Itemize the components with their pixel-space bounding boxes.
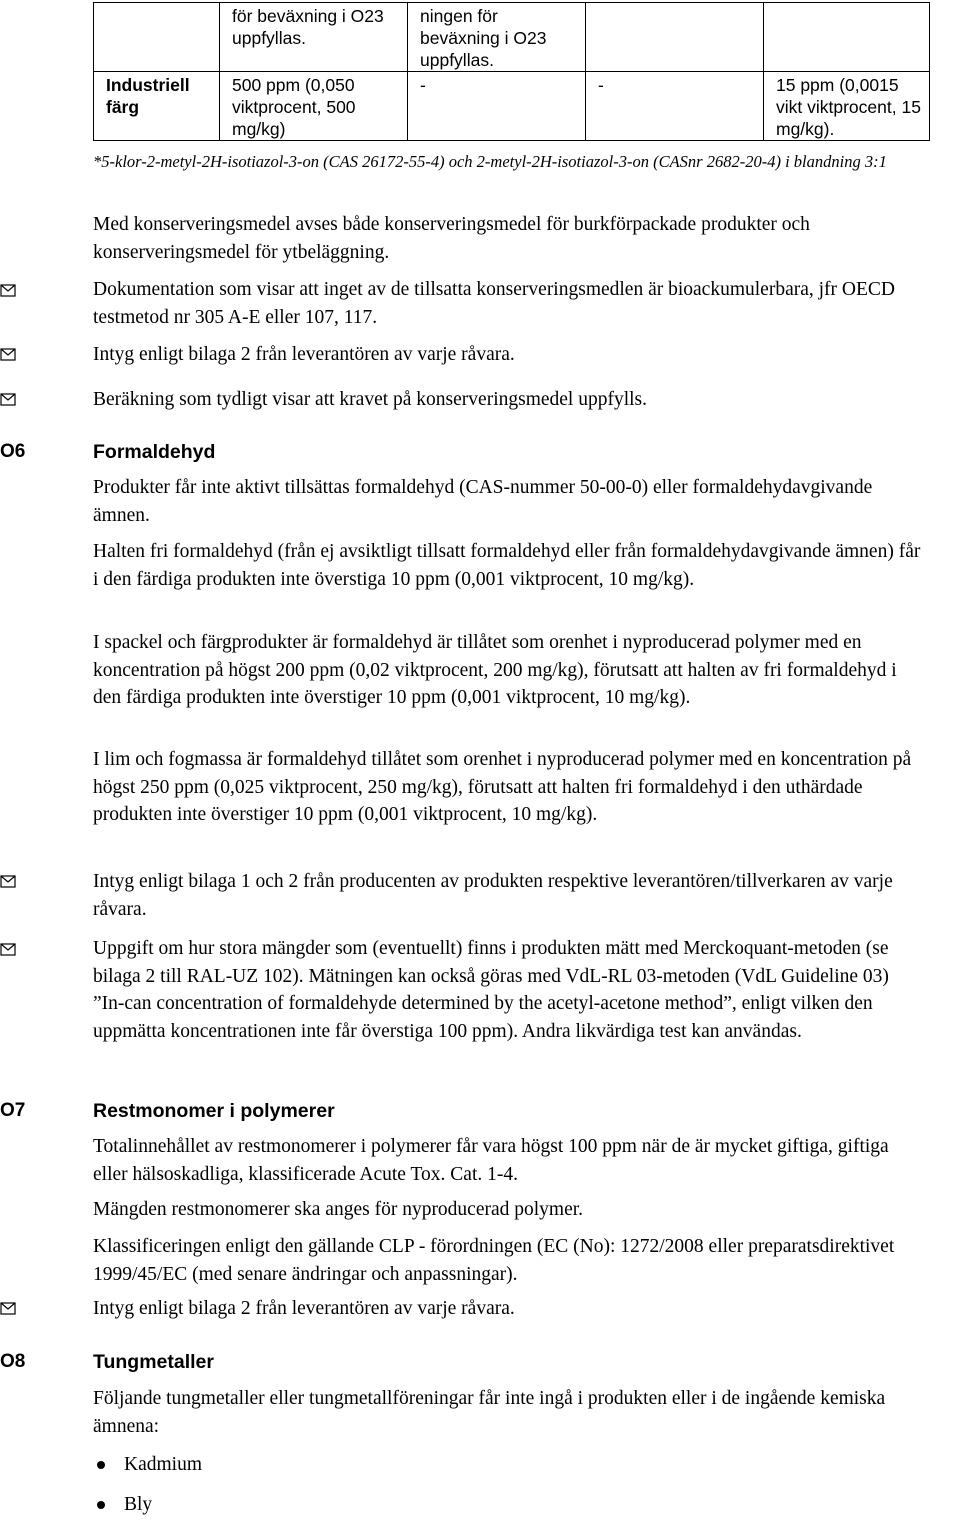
section-heading: Formaldehyd [93,441,216,463]
check-item: Intyg enligt bilaga 1 och 2 från producenten av produkten respektive leverantören/tillverkaren av varje råvara. [93,871,893,920]
table-cell: för beväxning i O23 uppfyllas. [220,3,408,72]
table-cell: 500 ppm (0,050 viktprocent, 500 mg/kg) [220,72,408,141]
table-cell: ningen för beväxning i O23 uppfyllas. [408,3,586,72]
table-row [94,3,930,72]
table-cell [764,3,930,72]
envelope-icon [0,943,16,957]
paragraph: I spackel och färgprodukter är formaldehyd är tillåtet som orenhet i nyproducerad polymer med en koncentration på högst 200 ppm (0,02 viktprocent, 200 mg/kg), förutsatt att halten av fri formaldehyd i den färdiga produkten inte överstiger 10 ppm (0,001 viktprocent, 10 mg/kg). [93,632,897,708]
table-footnote: *5-klor-2-metyl-2H-isotiazol-3-on (CAS 26172-55-4) och 2-metyl-2H-isotiazol-3-on (CASnr 2682-20-4) i blandning 3:1 [93,152,887,171]
paragraph: Mängden restmonomerer ska anges för nyproducerad polymer. [93,1199,584,1220]
section-code: O6 [0,441,26,462]
bullet-dot-icon [97,1501,105,1509]
section-code: O7 [0,1100,26,1121]
table-cell: - [586,72,764,141]
bullet-dot-icon [97,1461,105,1469]
envelope-icon [0,875,16,889]
check-item: Intyg enligt bilaga 2 från leverantören av varje råvara. [93,344,515,365]
list-item: Bly [124,1494,153,1515]
section-heading: Restmonomer i polymerer [93,1100,335,1122]
envelope-icon [0,348,16,362]
table-cell [586,3,764,72]
paragraph: I lim och fogmassa är formaldehyd tillåtet som orenhet i nyproducerad polymer med en koncentration på högst 250 ppm (0,025 viktprocent, 250 mg/kg), förutsatt att halten fri formaldehyd i den uthärdade produkten inte överstiger 10 ppm (0,001 viktprocent, 10 mg/kg). [93,749,912,825]
check-item: Intyg enligt bilaga 2 från leverantören av varje råvara. [93,1298,515,1319]
section-heading: Tungmetaller [93,1351,214,1373]
table-cell-category: Industriell färg [94,72,220,141]
check-item: Dokumentation som visar att inget av de tillsatta konserveringsmedlen är bioackumulerbara, jfr OECD testmetod nr 305 A-E eller 107, 117. [93,279,895,328]
paragraph: Totalinnehållet av restmonomerer i polymerer får vara högst 100 ppm när de är mycket giftiga, giftiga eller hälsoskadliga, klassificerade Acute Tox. Cat. 1-4. [93,1136,889,1185]
paragraph: Följande tungmetaller eller tungmetallföreningar får inte ingå i produkten eller i de ingående kemiska ämnena: [93,1388,886,1437]
envelope-icon [0,393,16,407]
envelope-icon [0,284,16,298]
intro-paragraph: Med konserveringsmedel avses både konserveringsmedel för burkförpackade produkter och konserveringsmedel för ytbeläggning. [93,214,810,263]
table-cell: 15 ppm (0,0015 vikt viktprocent, 15 mg/kg). [764,72,930,141]
list-item: Kadmium [124,1454,202,1475]
check-item: Beräkning som tydligt visar att kravet på konserveringsmedel uppfylls. [93,389,648,410]
table-row [94,72,930,141]
paragraph: Produkter får inte aktivt tillsättas formaldehyd (CAS-nummer 50-00-0) eller formaldehydavgivande ämnen. [93,477,873,526]
envelope-icon [0,1302,16,1316]
check-item: Uppgift om hur stora mängder som (eventuellt) finns i produkten mätt med Merckoquant-metoden (se bilaga 2 till RAL-UZ 102). Mätningen kan också göras med VdL-RL 03-metoden (VdL Guideline 03) ”In-can concentration of formaldehyde determined by the acetyl-acetone method”, enligt vilken den uppmätta koncentrationen inte får överstiga 100 ppm). Andra likvärdiga test kan användas. [93,938,889,1042]
section-code: O8 [0,1351,26,1372]
table-cell: - [408,72,586,141]
requirements-table [93,2,930,141]
paragraph: Halten fri formaldehyd (från ej avsiktligt tillsatt formaldehyd eller från formaldehydavgivande ämnen) får i den färdiga produkten inte överstiga 10 ppm (0,001 viktprocent, 10 mg/kg). [93,541,921,590]
paragraph: Klassificeringen enligt den gällande CLP - förordningen (EC (No): 1272/2008 eller preparatsdirektivet 1999/45/EC (med senare ändringar och anpassningar). [93,1236,895,1285]
table-cell [94,3,220,72]
